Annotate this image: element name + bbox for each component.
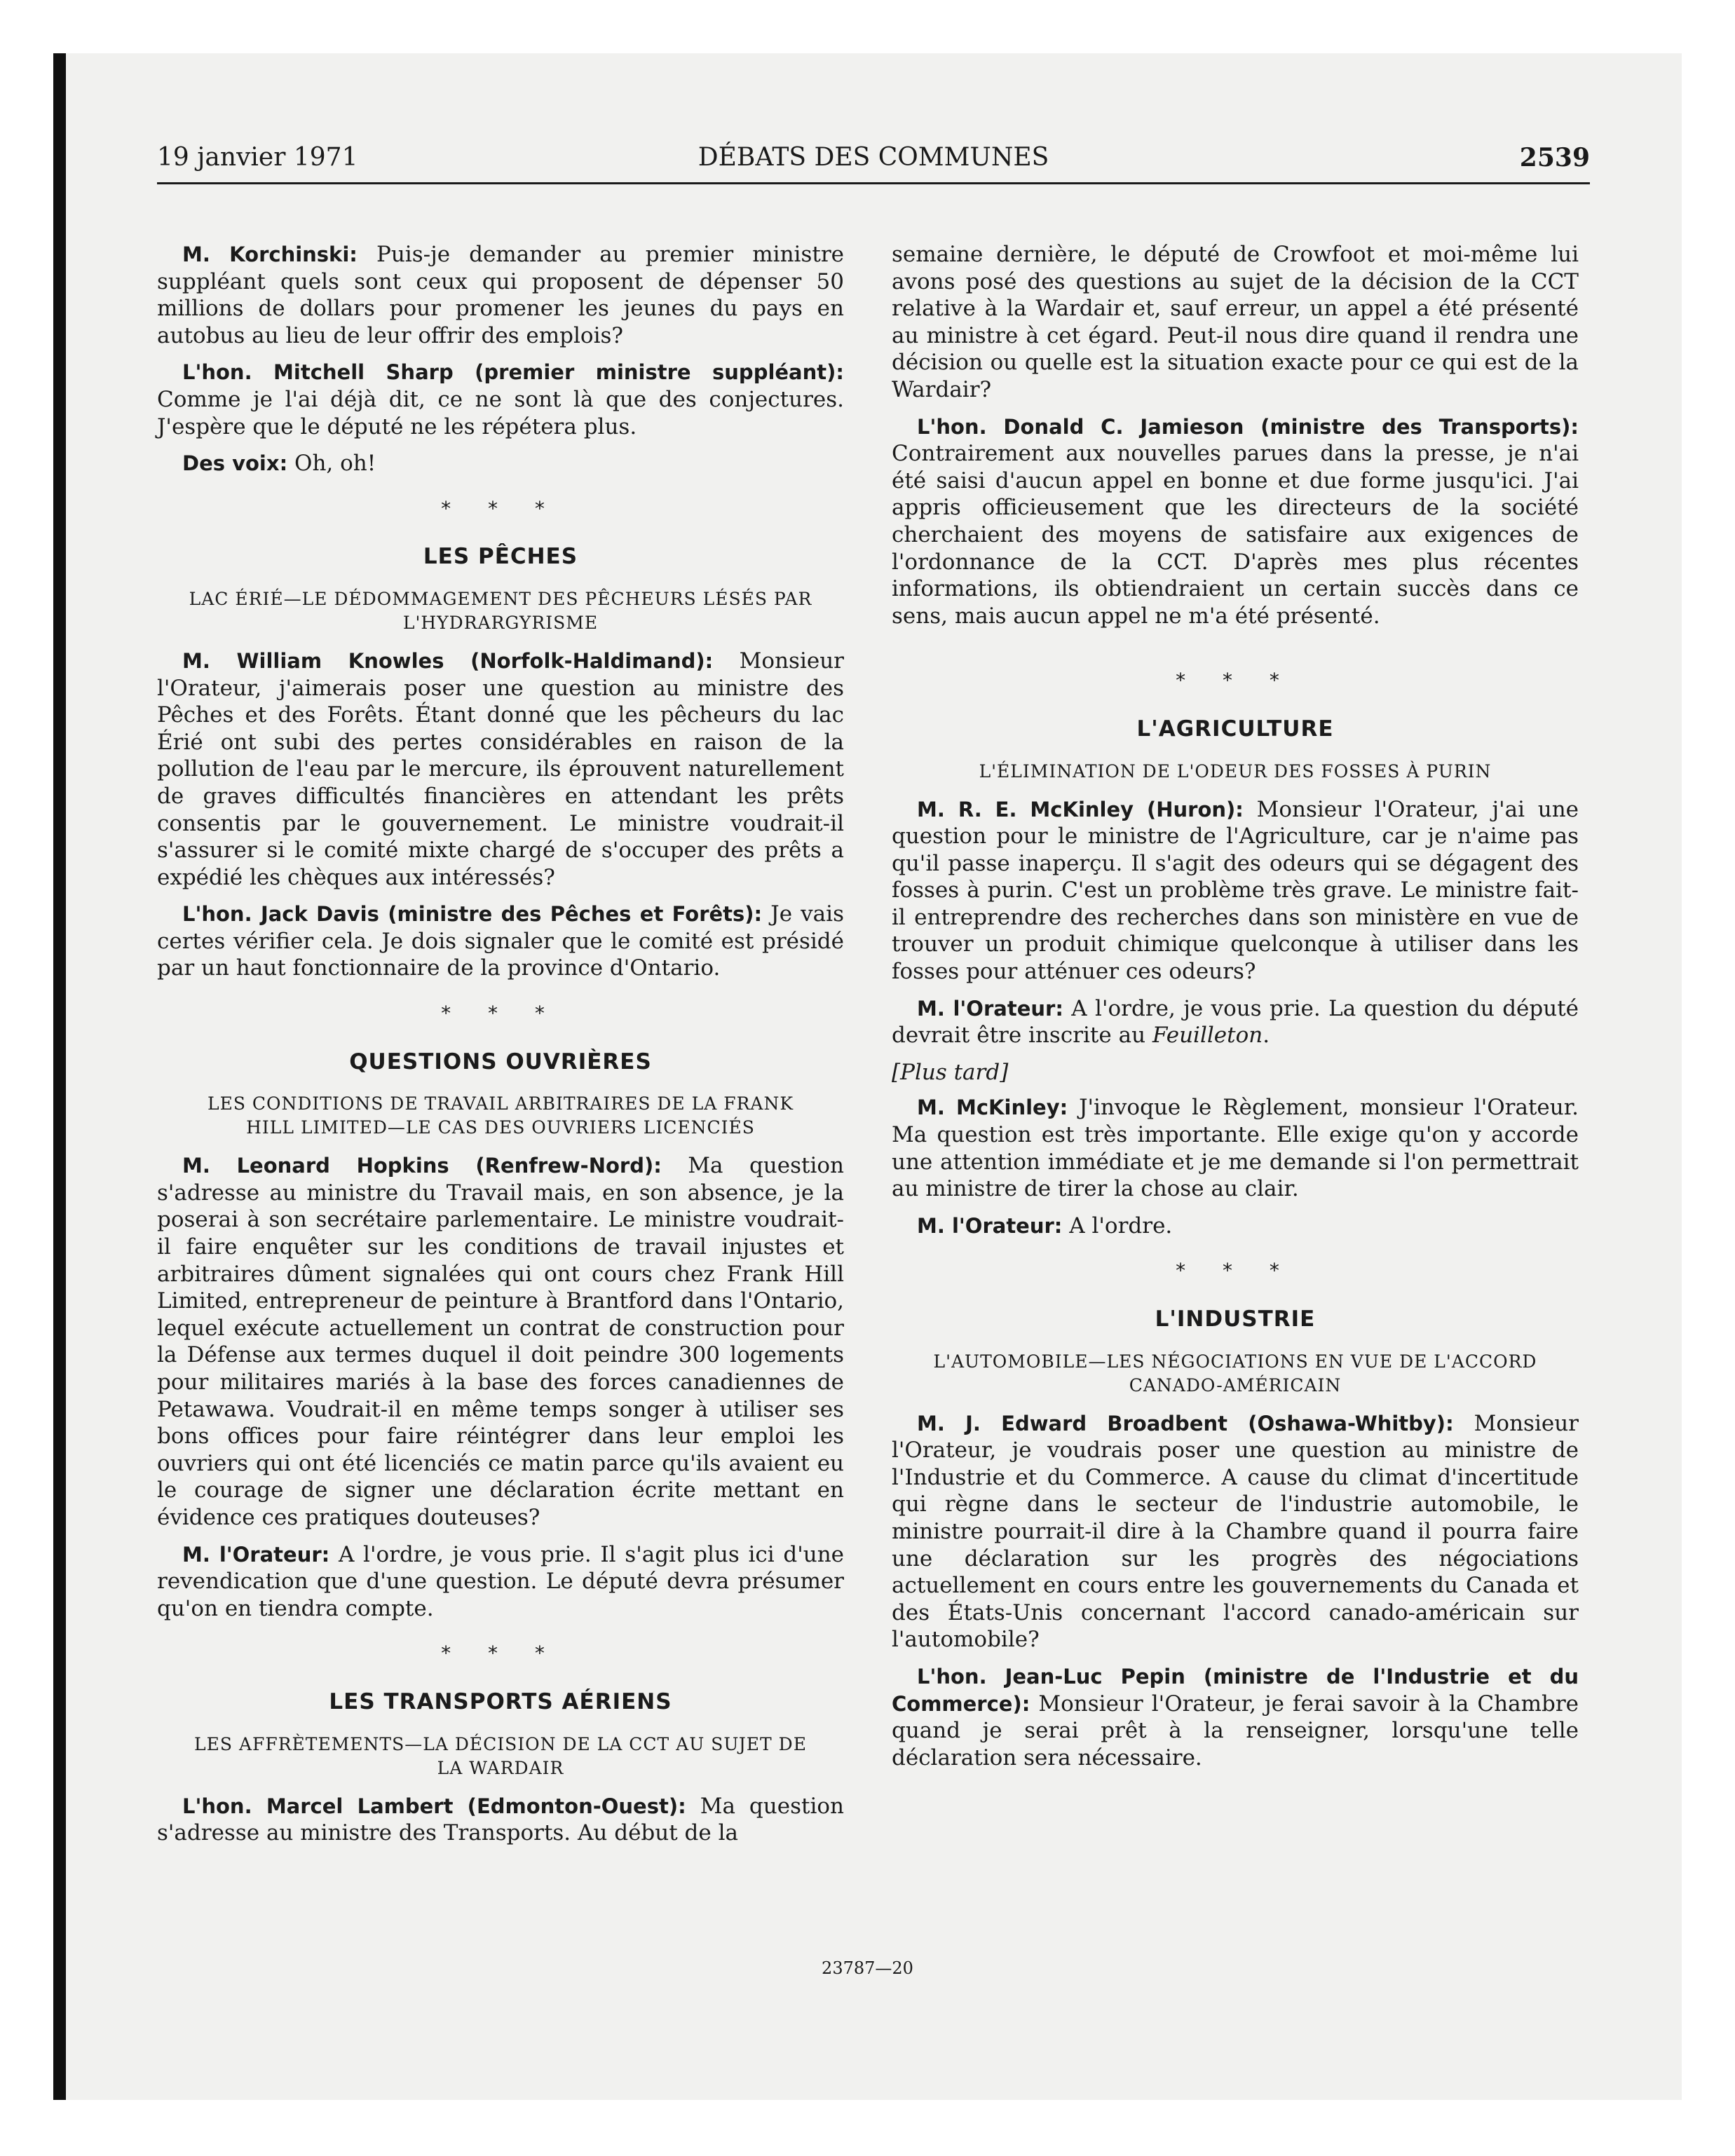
page-header (157, 143, 1590, 184)
paragraph-orateur (157, 1541, 844, 1623)
left-column (157, 241, 844, 1857)
speaker-name: M. J. Edward Broadbent (Oshawa-Whitby): (917, 1411, 1454, 1435)
section-title-peches: LES PÊCHES (423, 544, 578, 570)
paragraph-jamieson (892, 414, 1579, 630)
paragraph-mckinley (892, 796, 1579, 985)
paragraph-pepin (892, 1663, 1579, 1771)
speech-text: Monsieur l'Orateur, j'aimerais poser une question au ministre des Pêches et des Forêts. Étant donné que les pêcheurs du lac Érié ont subi des pertes considérables en raison de la pollution de l'eau par le mercure, ils éprouvent naturellement de graves difficultés financières en attendant les prêts consentis par le gouvernement. Le ministre voudrait-il s'assurer si le comité mixte chargé de s'occuper des prêts a expédié les chèques aux intéressés? (157, 648, 844, 890)
speech-text: Ma question s'adresse au ministre du Travail mais, en son absence, je la poserai à son secrétaire parlementaire. Le ministre voudrait-il faire enquêter sur les conditions de travail injustes et arbitraires dûment signalées qui ont cours chez Frank Hill Limited, entrepreneur de peinture à Brantford dans l'Ontario, lequel exécute actuellement un contrat de construction pour la Défense aux termes duquel il doit peindre 300 logements pour militaires mariés à la base des forces canadiennes de Petawawa. Voudrait-il en même temps songer à utiliser ses bons offices pour faire réintégrer dans leur emploi les ouvriers qui ont été licenciés ce matin parce qu'ils avaient eu le courage de signer une déclaration écrite mettant en évidence ces pratiques douteuses? (157, 1153, 845, 1530)
speech-text: Comme je l'ai déjà dit, ce ne sont là que des conjectures. J'espère que le député ne les répétera plus. (157, 386, 844, 439)
speaker-name: L'hon. Jean-Luc Pepin (ministre de l'Industrie et du Commerce): (892, 1664, 1579, 1716)
speech-text: semaine dernière, le député de Crowfoot et moi-même lui avons posé des questions au sujet de la décision de la CCT relative à la Wardair et, sauf erreur, un appel a été présenté au ministre à cet égard. Peut-il nous dire quand il rendra une décision ou quelle est la situation exacte pour ce qui est de la Wardair? (892, 242, 1579, 402)
speaker-name: M. Leonard Hopkins (Renfrew-Nord): (182, 1154, 662, 1178)
scan-edge-bar (53, 53, 66, 2100)
speaker-name: M. Korchinski: (182, 243, 358, 266)
paragraph-broadbent (892, 1410, 1579, 1653)
emphasis-feuilleton: Feuilleton (1152, 1023, 1263, 1049)
header-page-number: 2539 (1519, 143, 1590, 172)
speech-text: Monsieur l'Orateur, j'ai une question pour le ministre de l'Agriculture, car je n'aime pas qu'il passe inaperçu. Il s'agit des odeurs qui se dégagent des fosses à purin. C'est un problème très grave. Le ministre fait-il entreprendre des recherches dans son ministère en vue de trouver un produit chimique quelconque à utiliser dans les fosses pour atténuer ces odeurs? (892, 796, 1579, 985)
section-subtitle: L'AUTOMOBILE—LES NÉGOCIATIONS EN VUE DE L'ACCORD CANADO-AMÉRICAIN (933, 1351, 1537, 1396)
speaker-name: L'hon. Donald C. Jamieson (ministre des Transports): (917, 414, 1579, 439)
speech-text: Monsieur l'Orateur, je ferai savoir à la Chambre quand je serai prêt à la renseigner, lorsqu'une telle déclaration sera nécessaire. (892, 1691, 1579, 1770)
speaker-name: M. l'Orateur: (182, 1542, 330, 1567)
paragraph-mckinley-reglement (892, 1094, 1579, 1202)
speaker-name: M. William Knowles (Norfolk-Haldimand): (182, 648, 714, 673)
speaker-name: M. l'Orateur: (917, 996, 1063, 1021)
speech-text: J'invoque le Règlement, monsieur l'Orateur. Ma question est très importante. Elle exige qu'on y accorde une attention immédiate et je me demande si l'on permettrait au ministre de tirer la chose au clair. (892, 1095, 1579, 1202)
section-subtitle: L'ÉLIMINATION DE L'ODEUR DES FOSSES À PURIN (979, 760, 1492, 782)
right-column (892, 241, 1579, 1781)
speech-text: Oh, oh! (287, 451, 376, 477)
section-subtitle: LES AFFRÈTEMENTS—LA DÉCISION DE LA CCT AU SUJET DE LA WARDAIR (194, 1733, 807, 1778)
paragraph-davis (157, 901, 844, 982)
paragraph-knowles (157, 648, 844, 891)
section-title-industrie: L'INDUSTRIE (1155, 1306, 1316, 1332)
speech-text: A l'ordre, je vous prie. La question du député devrait être inscrite au (892, 995, 1579, 1049)
section-separator: * * * (441, 1642, 560, 1665)
speech-text: Puis-je demander au premier ministre suppléant quels sont ceux qui proposent de dépenser 50 millions de dollars pour promener les jeunes du pays en autobus au lieu de leur offrir des emplois? (157, 242, 845, 348)
section-title-questions-ouvrieres: QUESTIONS OUVRIÈRES (349, 1049, 652, 1074)
header-title: DÉBATS DES COMMUNES (698, 143, 1049, 172)
speaker-name: L'hon. Marcel Lambert (Edmonton-Ouest): (182, 1794, 686, 1818)
header-date: 19 janvier 1971 (157, 143, 358, 172)
paragraph-hopkins (157, 1152, 844, 1531)
section-separator: * * * (441, 1002, 560, 1025)
speaker-name: M. R. E. McKinley (Huron): (917, 797, 1244, 821)
paragraph-orateur-feuilleton (892, 995, 1579, 1049)
speaker-name: Des voix: (182, 451, 288, 476)
speaker-name: L'hon. Mitchell Sharp (premier ministre suppléant): (182, 360, 844, 385)
paragraph-orateur-ordre (892, 1213, 1579, 1240)
speaker-name: M. l'Orateur: (917, 1213, 1063, 1238)
section-separator: * * * (1176, 669, 1295, 692)
section-subtitle: LES CONDITIONS DE TRAVAIL ARBITRAIRES DE LA FRANK HILL LIMITED—LE CAS DES OUVRIERS LICENCIÉS (207, 1093, 794, 1138)
speech-text: . (1263, 1023, 1270, 1049)
speech-text: Ma question s'adresse au ministre des Transports. Au début de la (157, 1793, 844, 1846)
stage-note-plus-tard: [Plus tard] (892, 1059, 1009, 1085)
section-separator: * * * (1176, 1259, 1295, 1283)
section-title-transports-aeriens: LES TRANSPORTS AÉRIENS (329, 1688, 672, 1714)
paragraph-lambert-continued (892, 241, 1579, 404)
section-title-agriculture: L'AGRICULTURE (1136, 716, 1334, 742)
speech-text: A l'ordre. (1062, 1213, 1173, 1239)
speaker-name: L'hon. Jack Davis (ministre des Pêches et Forêts): (182, 902, 763, 927)
speaker-name: M. McKinley: (917, 1096, 1068, 1120)
paragraph-des-voix (157, 450, 844, 477)
speech-text: Je vais certes vérifier cela. Je dois signaler que le comité est présidé par un haut fonctionnaire de la province d'Ontario. (157, 901, 844, 981)
speech-text: Contrairement aux nouvelles parues dans la presse, je n'ai été saisi d'aucun appel en bonne et due forme jusqu'ici. J'ai appris officieusement que les directeurs de la société cherchaient des moyens de satisfaire aux exigences de l'ordonnance de la CCT. D'après mes plus récentes informations, ils obtiendraient un certain succès dans ce sens, mais aucun appel ne m'a été présenté. (892, 441, 1579, 629)
section-separator: * * * (441, 496, 560, 520)
section-subtitle: LAC ÉRIÉ—LE DÉDOMMAGEMENT DES PÊCHEURS LÉSÉS PAR L'HYDRARGYRISME (189, 588, 812, 633)
speech-text: A l'ordre, je vous prie. Il s'agit plus ici d'une revendication que d'une question. Le député devra présumer qu'on en tiendra compte. (157, 1541, 845, 1621)
paragraph-lambert (157, 1793, 844, 1847)
paragraph-sharp (157, 359, 844, 440)
paragraph-korchinski (157, 241, 844, 349)
speech-text: Monsieur l'Orateur, je voudrais poser une question au ministre de l'Industrie et du Commerce. A cause du climat d'incertitude qui règne dans le secteur de l'industrie automobile, le ministre pourrait-il dire à la Chambre quand il pourra faire une déclaration sur les progrès des négociations actuellement en cours entre les gouvernements du Canada et des États-Unis concernant l'accord canado-américain sur l'automobile? (892, 1410, 1579, 1653)
page-footer-code: 23787—20 (822, 1958, 913, 1978)
